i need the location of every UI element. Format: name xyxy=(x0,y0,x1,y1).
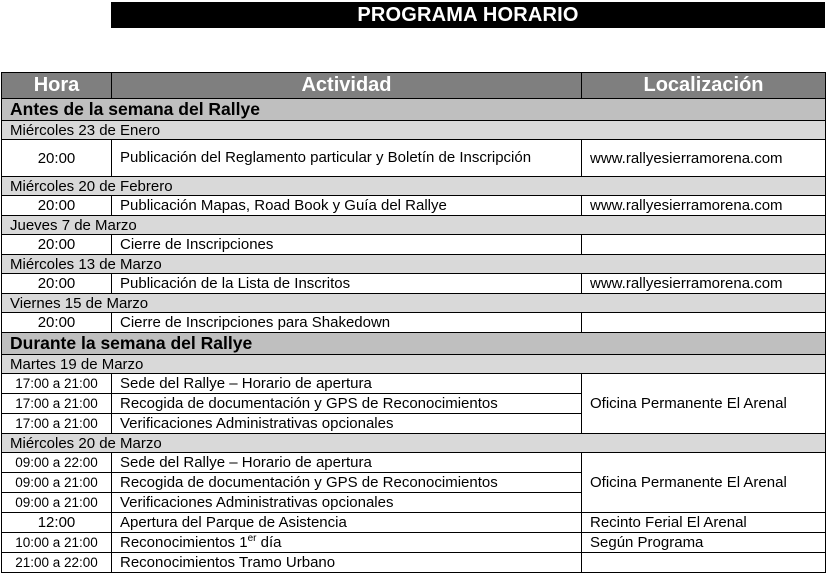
event-actividad: Cierre de Inscripciones xyxy=(112,235,582,255)
day-row xyxy=(2,255,826,274)
event-actividad: Recogida de documentación y GPS de Reconocimientos xyxy=(112,473,582,493)
event-row xyxy=(2,235,826,255)
day-date: Martes 19 de Marzo xyxy=(2,355,826,374)
day-row xyxy=(2,434,826,453)
day-date: Jueves 7 de Marzo xyxy=(2,216,826,235)
ordinal-superscript: er xyxy=(247,532,257,544)
event-localizacion xyxy=(582,235,826,255)
section-title: Durante la semana del Rallye xyxy=(2,333,826,355)
event-hora: 21:00 a 22:00 xyxy=(2,553,112,573)
event-localizacion: Oficina Permanente El Arenal xyxy=(582,374,826,434)
day-row xyxy=(2,121,826,140)
event-actividad: Publicación Mapas, Road Book y Guía del Rallye xyxy=(112,196,582,216)
event-hora: 09:00 a 22:00 xyxy=(2,453,112,473)
event-localizacion: www.rallyesierramorena.com xyxy=(582,196,826,216)
event-actividad: Sede del Rallye – Horario de apertura xyxy=(112,374,582,394)
day-date: Viernes 15 de Marzo xyxy=(2,294,826,313)
event-hora: 10:00 a 21:00 xyxy=(2,533,112,553)
event-actividad: Publicación del Reglamento particular y Boletín de Inscripción xyxy=(112,140,582,177)
event-localizacion xyxy=(582,553,826,573)
event-hora: 20:00 xyxy=(2,235,112,255)
section-title: Antes de la semana del Rallye xyxy=(2,99,826,121)
event-hora: 20:00 xyxy=(2,274,112,294)
event-hora: 09:00 a 21:00 xyxy=(2,493,112,513)
event-hora: 20:00 xyxy=(2,313,112,333)
event-row xyxy=(2,313,826,333)
event-row xyxy=(2,533,826,553)
event-actividad: Verificaciones Administrativas opcionales xyxy=(112,414,582,434)
day-date: Miércoles 23 de Enero xyxy=(2,121,826,140)
day-row xyxy=(2,216,826,235)
event-localizacion: Recinto Ferial El Arenal xyxy=(582,513,826,533)
event-row xyxy=(2,553,826,573)
event-row xyxy=(2,374,826,394)
section-row xyxy=(2,333,826,355)
event-hora: 20:00 xyxy=(2,140,112,177)
header-actividad: Actividad xyxy=(112,73,582,99)
event-actividad: Verificaciones Administrativas opcionales xyxy=(112,493,582,513)
event-localizacion: www.rallyesierramorena.com xyxy=(582,140,826,177)
event-row xyxy=(2,140,826,177)
event-row xyxy=(2,196,826,216)
event-hora: 12:00 xyxy=(2,513,112,533)
event-hora: 17:00 a 21:00 xyxy=(2,394,112,414)
header-localizacion: Localización xyxy=(582,73,826,99)
event-row xyxy=(2,453,826,473)
event-localizacion: Oficina Permanente El Arenal xyxy=(582,453,826,513)
day-date: Miércoles 13 de Marzo xyxy=(2,255,826,274)
event-actividad-suffix: día xyxy=(256,533,282,551)
event-localizacion: Según Programa xyxy=(582,533,826,553)
event-actividad: Cierre de Inscripciones para Shakedown xyxy=(112,313,582,333)
event-row xyxy=(2,274,826,294)
header-hora: Hora xyxy=(2,73,112,99)
event-row xyxy=(2,513,826,533)
event-actividad-text: Reconocimientos 1 xyxy=(120,533,248,551)
event-actividad xyxy=(112,533,582,553)
event-hora: 17:00 a 21:00 xyxy=(2,374,112,394)
day-date: Miércoles 20 de Marzo xyxy=(2,434,826,453)
event-actividad: Sede del Rallye – Horario de apertura xyxy=(112,453,582,473)
event-hora: 09:00 a 21:00 xyxy=(2,473,112,493)
event-localizacion xyxy=(582,313,826,333)
event-actividad: Publicación de la Lista de Inscritos xyxy=(112,274,582,294)
section-row xyxy=(2,99,826,121)
event-actividad: Recogida de documentación y GPS de Reconocimientos xyxy=(112,394,582,414)
header-row xyxy=(2,73,826,99)
day-row xyxy=(2,355,826,374)
event-hora: 17:00 a 21:00 xyxy=(2,414,112,434)
day-row xyxy=(2,177,826,196)
event-actividad: Reconocimientos Tramo Urbano xyxy=(112,553,582,573)
event-actividad: Apertura del Parque de Asistencia xyxy=(112,513,582,533)
day-row xyxy=(2,294,826,313)
schedule-table xyxy=(1,72,826,573)
event-hora: 20:00 xyxy=(2,196,112,216)
page-title: PROGRAMA HORARIO xyxy=(111,2,825,28)
event-localizacion: www.rallyesierramorena.com xyxy=(582,274,826,294)
day-date: Miércoles 20 de Febrero xyxy=(2,177,826,196)
